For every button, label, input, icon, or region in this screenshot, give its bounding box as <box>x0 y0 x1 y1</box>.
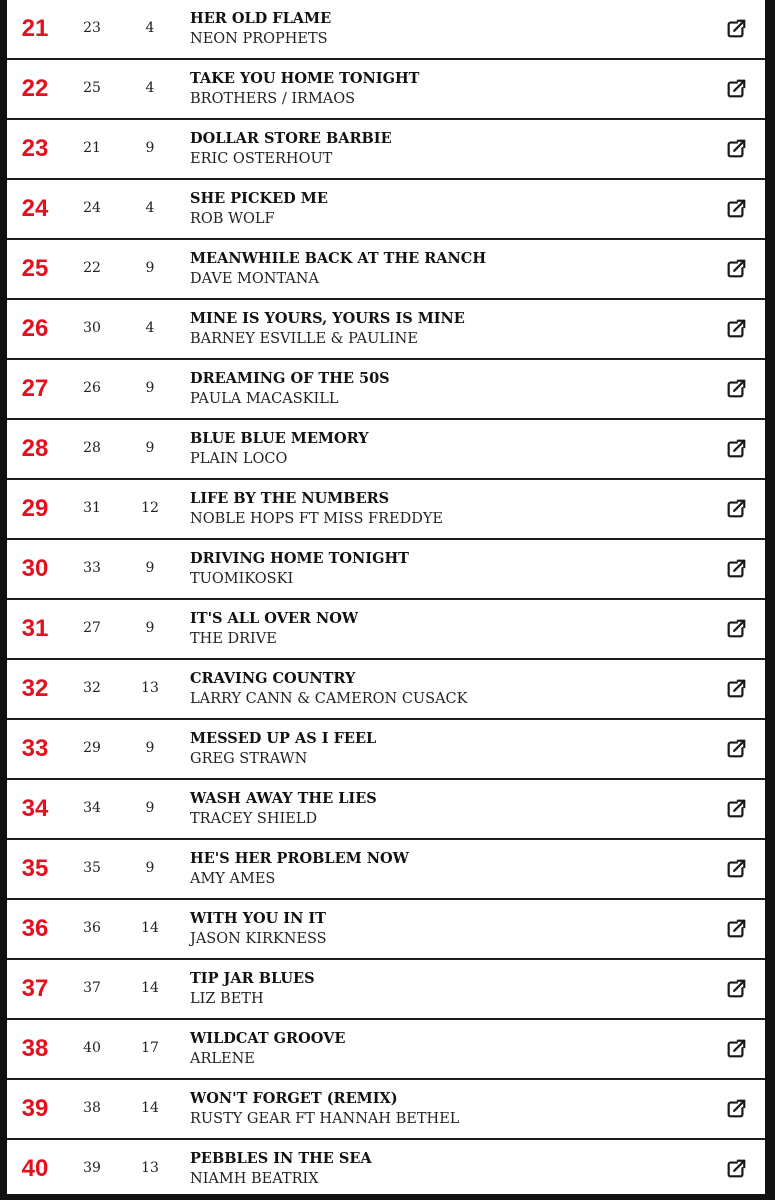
song-title: MEANWHILE BACK AT THE RANCH <box>190 250 487 267</box>
chart-row-23 <box>7 120 765 180</box>
weeks-on-chart: 13 <box>141 1160 159 1176</box>
song-info <box>190 429 710 469</box>
song-title: CRAVING COUNTRY <box>190 670 356 687</box>
song-info <box>190 489 710 529</box>
chart-position: 24 <box>21 195 49 222</box>
weeks-on-chart: 12 <box>141 500 159 516</box>
external-link-icon[interactable] <box>725 1158 747 1180</box>
weeks-on-chart: 14 <box>141 980 159 996</box>
last-week-position: 30 <box>83 320 101 336</box>
song-info <box>190 669 710 709</box>
song-artist: BARNEY ESVILLE & PAULINE <box>190 331 418 347</box>
song-info <box>190 309 710 349</box>
weeks-on-chart: 4 <box>145 20 155 36</box>
chart-row-29 <box>7 480 765 540</box>
song-info <box>190 969 710 1009</box>
chart-position: 35 <box>21 855 49 882</box>
chart-row-28 <box>7 420 765 480</box>
chart-row-22 <box>7 60 765 120</box>
song-artist: AMY AMES <box>190 871 276 887</box>
song-info <box>190 369 710 409</box>
weeks-on-chart: 9 <box>145 140 155 156</box>
chart-row-21 <box>7 0 765 60</box>
chart-position: 26 <box>21 315 49 342</box>
chart-position: 29 <box>21 495 49 522</box>
last-week-position: 32 <box>83 680 101 696</box>
last-week-position: 29 <box>83 740 101 756</box>
last-week-position: 40 <box>83 1040 101 1056</box>
chart-position: 38 <box>21 1035 49 1062</box>
chart-position: 33 <box>21 735 49 762</box>
song-info <box>190 1089 710 1129</box>
song-artist: TRACEY SHIELD <box>190 811 318 827</box>
song-title: MINE IS YOURS, YOURS IS MINE <box>190 310 465 327</box>
external-link-icon[interactable] <box>725 558 747 580</box>
song-title: WILDCAT GROOVE <box>190 1030 346 1047</box>
chart-position: 32 <box>21 675 49 702</box>
song-artist: BROTHERS / IRMAOS <box>190 91 356 107</box>
chart-row-32 <box>7 660 765 720</box>
last-week-position: 25 <box>83 80 101 96</box>
last-week-position: 36 <box>83 920 101 936</box>
chart-position: 31 <box>21 615 49 642</box>
song-artist: TUOMIKOSKI <box>190 571 294 587</box>
external-link-icon[interactable] <box>725 858 747 880</box>
chart-position: 22 <box>21 75 49 102</box>
chart-row-30 <box>7 540 765 600</box>
chart-position: 40 <box>21 1155 49 1182</box>
external-link-icon[interactable] <box>725 1038 747 1060</box>
chart-row-39 <box>7 1080 765 1140</box>
weeks-on-chart: 14 <box>141 920 159 936</box>
song-info <box>190 1029 710 1069</box>
weeks-on-chart: 9 <box>145 560 155 576</box>
song-title: PEBBLES IN THE SEA <box>190 1150 372 1167</box>
chart-position: 34 <box>21 795 49 822</box>
song-artist: NOBLE HOPS FT MISS FREDDYE <box>190 511 443 527</box>
weeks-on-chart: 9 <box>145 260 155 276</box>
song-info <box>190 249 710 289</box>
song-title: TIP JAR BLUES <box>190 970 315 987</box>
last-week-position: 27 <box>83 620 101 636</box>
last-week-position: 39 <box>83 1160 101 1176</box>
song-artist: THE DRIVE <box>190 631 277 647</box>
weeks-on-chart: 14 <box>141 1100 159 1116</box>
song-title: WASH AWAY THE LIES <box>190 790 377 807</box>
song-artist: PAULA MACASKILL <box>190 391 339 407</box>
chart-row-24 <box>7 180 765 240</box>
song-title: SHE PICKED ME <box>190 190 328 207</box>
song-info <box>190 69 710 109</box>
chart-row-25 <box>7 240 765 300</box>
song-info <box>190 9 710 49</box>
weeks-on-chart: 17 <box>141 1040 159 1056</box>
song-artist: ERIC OSTERHOUT <box>190 151 333 167</box>
external-link-icon[interactable] <box>725 258 747 280</box>
external-link-icon[interactable] <box>725 438 747 460</box>
weeks-on-chart: 13 <box>141 680 159 696</box>
external-link-icon[interactable] <box>725 198 747 220</box>
weeks-on-chart: 4 <box>145 200 155 216</box>
external-link-icon[interactable] <box>725 798 747 820</box>
external-link-icon[interactable] <box>725 138 747 160</box>
song-artist: NIAMH BEATRIX <box>190 1171 319 1187</box>
external-link-icon[interactable] <box>725 678 747 700</box>
song-title: DREAMING OF THE 50S <box>190 370 390 387</box>
song-artist: LARRY CANN & CAMERON CUSACK <box>190 691 468 707</box>
chart-row-36 <box>7 900 765 960</box>
chart-list <box>7 0 765 1194</box>
external-link-icon[interactable] <box>725 18 747 40</box>
song-title: HE'S HER PROBLEM NOW <box>190 850 409 867</box>
song-info <box>190 729 710 769</box>
external-link-icon[interactable] <box>725 1098 747 1120</box>
weeks-on-chart: 4 <box>145 320 155 336</box>
chart-position: 30 <box>21 555 49 582</box>
song-info <box>190 789 710 829</box>
chart-row-27 <box>7 360 765 420</box>
last-week-position: 31 <box>83 500 101 516</box>
last-week-position: 34 <box>83 800 101 816</box>
external-link-icon[interactable] <box>725 738 747 760</box>
weeks-on-chart: 4 <box>145 80 155 96</box>
song-title: HER OLD FLAME <box>190 10 332 27</box>
song-info <box>190 1149 710 1189</box>
external-link-icon[interactable] <box>725 378 747 400</box>
song-title: WITH YOU IN IT <box>190 910 326 927</box>
weeks-on-chart: 9 <box>145 620 155 636</box>
song-artist: DAVE MONTANA <box>190 271 319 287</box>
song-title: BLUE BLUE MEMORY <box>190 430 369 447</box>
external-link-icon[interactable] <box>725 918 747 940</box>
external-link-icon[interactable] <box>725 318 747 340</box>
last-week-position: 38 <box>83 1100 101 1116</box>
song-artist: ARLENE <box>190 1051 255 1067</box>
song-artist: LIZ BETH <box>190 991 264 1007</box>
chart-position: 39 <box>21 1095 49 1122</box>
weeks-on-chart: 9 <box>145 860 155 876</box>
chart-position: 25 <box>21 255 49 282</box>
last-week-position: 22 <box>83 260 101 276</box>
chart-position: 21 <box>21 15 49 42</box>
song-title: TAKE YOU HOME TONIGHT <box>190 70 420 87</box>
chart-row-33 <box>7 720 765 780</box>
song-title: IT'S ALL OVER NOW <box>190 610 359 627</box>
song-info <box>190 129 710 169</box>
song-info <box>190 189 710 229</box>
chart-position: 36 <box>21 915 49 942</box>
weeks-on-chart: 9 <box>145 740 155 756</box>
song-title: DRIVING HOME TONIGHT <box>190 550 409 567</box>
song-info <box>190 549 710 589</box>
weeks-on-chart: 9 <box>145 380 155 396</box>
last-week-position: 33 <box>83 560 101 576</box>
chart-row-37 <box>7 960 765 1020</box>
song-title: LIFE BY THE NUMBERS <box>190 490 390 507</box>
song-artist: GREG STRAWN <box>190 751 308 767</box>
external-link-icon[interactable] <box>725 78 747 100</box>
last-week-position: 26 <box>83 380 101 396</box>
song-artist: RUSTY GEAR FT HANNAH BETHEL <box>190 1111 460 1127</box>
weeks-on-chart: 9 <box>145 440 155 456</box>
chart-position: 28 <box>21 435 49 462</box>
external-link-icon[interactable] <box>725 978 747 1000</box>
song-title: MESSED UP AS I FEEL <box>190 730 377 747</box>
chart-row-38 <box>7 1020 765 1080</box>
chart-row-26 <box>7 300 765 360</box>
last-week-position: 28 <box>83 440 101 456</box>
song-artist: ROB WOLF <box>190 211 275 227</box>
last-week-position: 21 <box>83 140 101 156</box>
song-info <box>190 909 710 949</box>
song-artist: PLAIN LOCO <box>190 451 288 467</box>
external-link-icon[interactable] <box>725 498 747 520</box>
song-info <box>190 849 710 889</box>
chart-row-35 <box>7 840 765 900</box>
last-week-position: 37 <box>83 980 101 996</box>
song-artist: NEON PROPHETS <box>190 31 328 47</box>
song-title: WON'T FORGET (REMIX) <box>190 1090 398 1107</box>
chart-position: 27 <box>21 375 49 402</box>
chart-position: 37 <box>21 975 49 1002</box>
song-info <box>190 609 710 649</box>
chart-row-31 <box>7 600 765 660</box>
last-week-position: 35 <box>83 860 101 876</box>
song-artist: JASON KIRKNESS <box>190 931 327 947</box>
external-link-icon[interactable] <box>725 618 747 640</box>
song-title: DOLLAR STORE BARBIE <box>190 130 392 147</box>
chart-row-34 <box>7 780 765 840</box>
chart-position: 23 <box>21 135 49 162</box>
last-week-position: 23 <box>83 20 101 36</box>
last-week-position: 24 <box>83 200 101 216</box>
chart-row-40 <box>7 1140 765 1198</box>
weeks-on-chart: 9 <box>145 800 155 816</box>
